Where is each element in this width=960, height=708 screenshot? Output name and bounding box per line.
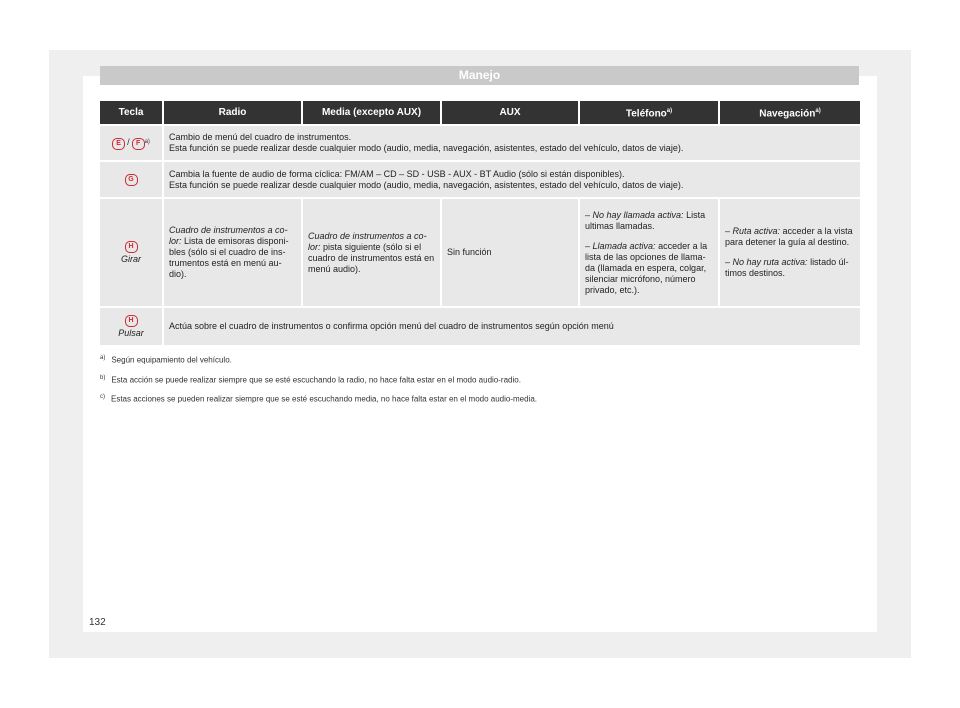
key-f-icon: F (132, 138, 145, 150)
table-row (100, 308, 860, 345)
radio-cell: Cuadro de instrumentos a co-lor: Lista de emisoras disponi-bles (sólo si el cuadro de ins-trumentos está en menú au-dio). (164, 199, 301, 306)
description-cell: Actúa sobre el cuadro de instrumentos o confirma opción menú del cuadro de instrumentos según opción menú (164, 308, 860, 345)
aux-cell: Sin función (442, 199, 578, 306)
description-cell: Cambio de menú del cuadro de instrumentos. Esta función se puede realizar desde cualquier modo (audio, media, navegación, asistentes, estado del vehículo, datos de viaje). (164, 126, 860, 160)
footnote-b: $^{b)}$ Esta acción se puede realizar siempre que se esté escuchando la radio, no hace falta estar en el modo audio-radio. (100, 374, 521, 385)
key-action-label: Pulsar (118, 328, 144, 338)
controls-table (98, 99, 862, 347)
footnote-a: $^{a)}$ Según equipamiento del vehículo. (100, 355, 232, 365)
key-action-label: Girar (121, 254, 141, 264)
key-g-icon: G (125, 174, 138, 186)
key-cell: E / F $^{a)}$ (100, 126, 162, 160)
description-cell: Cambia la fuente de audio de forma cíclica: FM/AM – CD – SD - USB - AUX - BT Audio (sólo si están disponibles). Esta función se puede realizar desde cualquier modo (audio, media, navegación, asistentes, estado del vehículo, datos de viaje). (164, 162, 860, 197)
telefono-cell: – No hay llamada activa: Lista ultimas llamadas. – Llamada activa: acceder a la lista de las opciones de llama-da (llamada en espera, colgar, silenciar micrófono, número privado, etc.). (580, 199, 718, 306)
table-row (100, 126, 860, 160)
media-cell: Cuadro de instrumentos a co-lor: pista siguiente (sólo si el cuadro de instrumentos está en menú audio). (303, 199, 440, 306)
header-navegacion: Navegación$^{a)}$ (720, 101, 860, 124)
header-telefono: Teléfono$^{a)}$ (580, 101, 718, 124)
footnotes (100, 353, 859, 412)
section-title: Manejo (100, 66, 859, 85)
header-media: Media (excepto AUX) (303, 101, 440, 124)
key-e-icon: E (112, 138, 125, 150)
header-tecla: Tecla (100, 101, 162, 124)
key-h-icon: H (125, 315, 138, 327)
table-row (100, 199, 860, 306)
key-h-icon: H (125, 241, 138, 253)
footnote-c: $^{c)}$ Estas acciones se pueden realizar siempre que se esté escuchando media, no hace falta estar en el modo audio-media. (100, 394, 538, 404)
key-cell (100, 162, 162, 197)
key-cell (100, 199, 162, 306)
key-cell (100, 308, 162, 345)
table-row (100, 162, 860, 197)
navegacion-cell: – Ruta activa: acceder a la vista para detener la guía al destino. – No hay ruta activa: listado úl-timos destinos. (720, 199, 860, 306)
header-radio: Radio (164, 101, 301, 124)
page-number: 132 (89, 617, 106, 628)
header-aux: AUX (442, 101, 578, 124)
table-header-row (100, 101, 860, 124)
